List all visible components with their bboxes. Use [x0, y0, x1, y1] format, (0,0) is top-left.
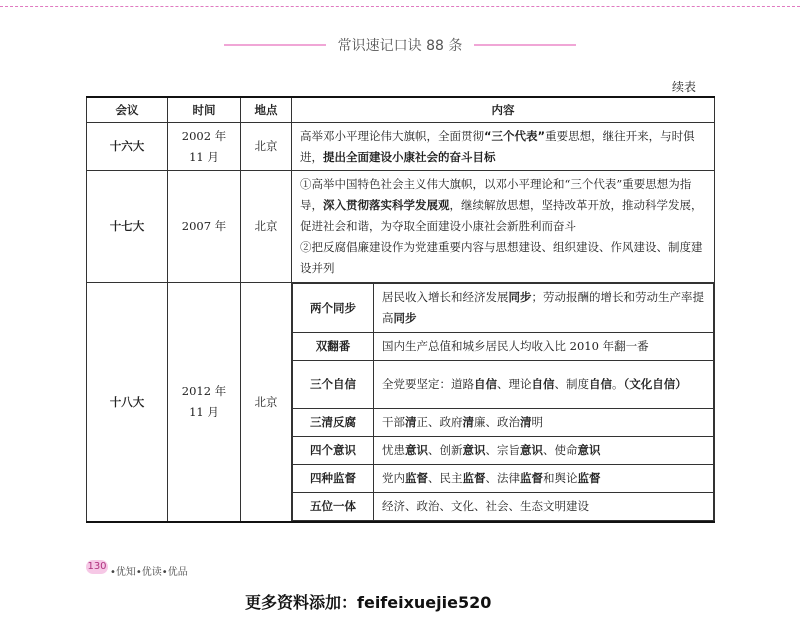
table-row [87, 283, 715, 523]
emphasis-text: 监督 [520, 471, 543, 485]
emphasis-text: “三个代表” [484, 128, 546, 143]
text-run: 廉、政治 [474, 415, 520, 429]
text-run: 干部 [382, 415, 405, 429]
content-paragraph-2: ②把反腐倡廉建设作为党建重要内容与思想建设、组织建设、作风建设、制度建设并列 [300, 240, 703, 275]
text-run: 、理论 [497, 377, 532, 391]
emphasis-text: 意识 [520, 443, 543, 457]
text-run: 、法律 [485, 471, 520, 485]
col-header-time: 时间 [168, 97, 241, 123]
emphasis-text: 意识 [405, 443, 428, 457]
time-month: 11 月 [189, 149, 219, 164]
subtopic-row [293, 465, 714, 493]
content-text [300, 126, 706, 168]
place-cell: 北京 [241, 171, 292, 283]
text-run: ①高举中国特色社会主义伟大旗帜，以邓小平理论和“三个代表”重要思想为指导， [300, 177, 692, 212]
table-header-row [87, 97, 715, 123]
subtopic-key: 四种监督 [293, 465, 374, 493]
continued-label: 续表 [671, 80, 696, 94]
subtopic-row [293, 493, 714, 521]
text-run: 重要思想，继往开来，与时俱进， [300, 128, 695, 164]
header-rule-left [224, 44, 326, 46]
subtopic-key: 双翻番 [293, 333, 374, 361]
text-run: 、创新 [428, 443, 463, 457]
text-run: 全党要坚定：道路 [382, 377, 474, 391]
text-run: 忧患 [382, 443, 405, 457]
text-run: 党内 [382, 471, 405, 485]
emphasis-text: 监督 [462, 471, 486, 485]
text-run: 国内生产总值和城乡居民人均收入比 2010 年翻一番 [382, 339, 649, 353]
emphasis-text: 监督 [405, 471, 428, 485]
place-cell: 北京 [241, 123, 292, 171]
emphasis-text: 清 [462, 415, 474, 429]
subtopic-key: 四个意识 [293, 437, 374, 465]
subtopic-value [374, 361, 714, 409]
content-cell [292, 171, 715, 283]
emphasis-text: 监督 [577, 471, 601, 485]
emphasis-text: 同步 [508, 290, 532, 304]
subtopic-row [293, 437, 714, 465]
promo-text: 更多资料添加：feifeixuejie520 [245, 593, 492, 612]
text-run: 经济、政治、文化、社会、生态文明建设 [382, 499, 589, 513]
emphasis-text: 意识 [462, 443, 486, 457]
emphasis-text: 同步 [393, 311, 417, 325]
text-run: 正、政府 [416, 415, 463, 429]
time-cell [168, 123, 241, 171]
subtopic-value [374, 409, 714, 437]
text-run: ，继续解放思想，坚持改革开放，推动科学发展，促进社会和谐，为夺取全面建设小康社会新胜利而奋斗 [300, 198, 703, 233]
meetings-table [86, 96, 715, 523]
subtopic-row [293, 333, 714, 361]
subtopic-key: 三清反腐 [293, 409, 374, 437]
content-cell [292, 283, 715, 523]
meeting-cell: 十八大 [87, 283, 168, 523]
emphasis-text: 提出全面建设小康社会的奋斗目标 [323, 149, 496, 164]
meeting-cell: 十六大 [87, 123, 168, 171]
subtopic-key: 五位一体 [293, 493, 374, 521]
subtopic-row [293, 284, 714, 333]
text-run: 。 [612, 377, 624, 391]
col-header-meeting: 会议 [87, 97, 168, 123]
emphasis-text: 自信 [531, 377, 555, 391]
text-run: 明 [531, 415, 543, 429]
time-cell [168, 171, 241, 283]
subtopic-value [374, 333, 714, 361]
table-row [87, 171, 715, 283]
col-header-content: 内容 [292, 97, 715, 123]
page-number-badge: 130 [87, 561, 107, 572]
emphasis-text: 意识 [577, 443, 601, 457]
text-run: 、制度 [554, 377, 589, 391]
text-run: 、使命 [543, 443, 578, 457]
running-header-title: 常识速记口诀 88 条 [337, 38, 463, 54]
top-dashed-border [0, 6, 800, 7]
subtopic-value [374, 493, 714, 521]
subtopic-row [293, 409, 714, 437]
footer-slogan: •优知•优读•优品 [110, 567, 188, 578]
header-rule-right [474, 44, 576, 46]
text-run: 和舆论 [543, 471, 578, 485]
emphasis-text: 清 [405, 415, 417, 429]
text-run: 高举邓小平理论伟大旗帜，全面贯彻 [300, 128, 484, 143]
text-run: ；劳动报酬的增长和劳动生产率提高 [382, 290, 704, 325]
text-run: 、民主 [428, 471, 463, 485]
subtopic-key: 两个同步 [293, 284, 374, 333]
time-cell [168, 283, 241, 523]
emphasis-text: 深入贯彻落实科学发展观 [323, 198, 450, 212]
text-run: 居民收入增长和经济发展 [382, 290, 509, 304]
time-year: 2007 年 [181, 219, 227, 233]
subtopic-key: 三个自信 [293, 361, 374, 409]
subtopic-value [374, 437, 714, 465]
content-cell [292, 123, 715, 171]
emphasis-text: 自信 [474, 377, 497, 391]
place-cell: 北京 [241, 283, 292, 523]
time-month: 11 月 [189, 405, 219, 419]
subtopic-value [374, 284, 714, 333]
subtopic-value [374, 465, 714, 493]
text-run: 、宗旨 [485, 443, 520, 457]
emphasis-text: 自信 [589, 377, 612, 391]
col-header-place: 地点 [241, 97, 292, 123]
time-year: 2012 年 [181, 384, 227, 398]
meeting-cell: 十七大 [87, 171, 168, 283]
table-row [87, 123, 715, 171]
time-year: 2002 年 [181, 128, 227, 143]
subtopics-table [292, 283, 714, 521]
emphasis-text: 清 [520, 415, 532, 429]
content-paragraph-1 [300, 174, 706, 237]
emphasis-text: （文化自信） [623, 377, 687, 391]
subtopic-row [293, 361, 714, 409]
